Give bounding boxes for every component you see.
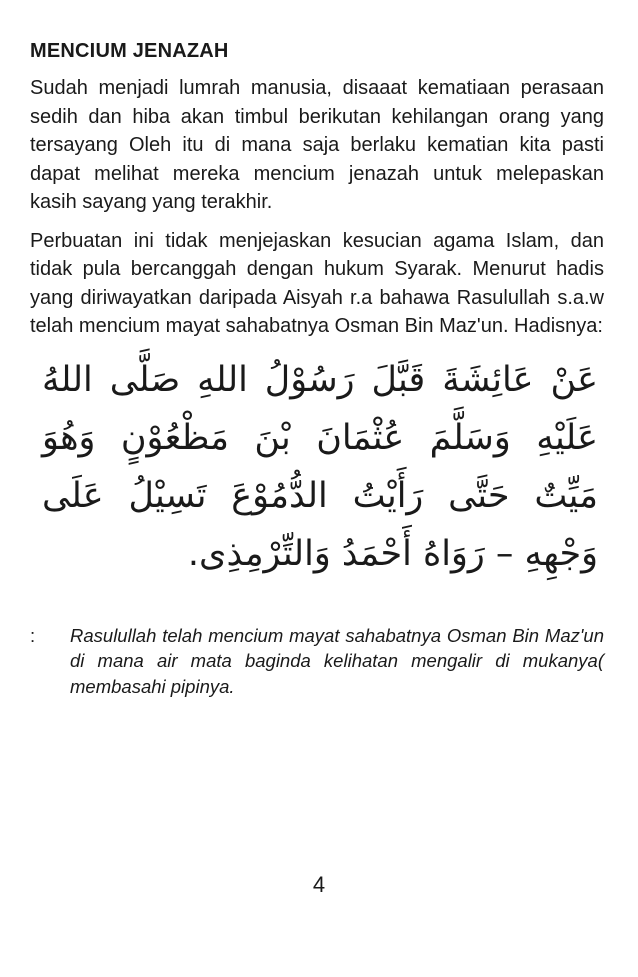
- paragraph-intro: Sudah menjadi lumrah manusia, disaaat kematiaan perasaan sedih dan hiba akan timbul berikutan kehilangan orang yang tersayang Oleh itu di mana saja berlaku kematian kita pasti dapat melihat mereka mencium jenazah untuk melepaskan kasih sayang yang terakhir.: [30, 77, 604, 213]
- page-number: 4: [312, 872, 326, 897]
- hadith-arabic-text: عَنْ عَائِشَةَ قَبَّلَ رَسُوْلُ اللهِ صَلَّى اللهُ عَلَيْهِ وَسَلَّمَ عُثْمَانَ بْنَ مَظْعُوْنٍ وَهُوَ مَيِّتٌ حَتَّى رَأَيْتُ الدُّمُوْعَ تَسِيْلُ عَلَى وَجْهِهِ – رَوَاهُ أَحْمَدُ وَالتِّرْمِذِى.: [42, 359, 598, 574]
- hadith-translation: [30, 623, 604, 700]
- translation-text: Rasulullah telah mencium mayat sahabatnya Osman Bin Maz'un di mana air mata baginda kelihatan mengalir di mukanya( membasahi pipinya.: [70, 624, 604, 697]
- page-content: [30, 38, 604, 699]
- translation-marker: :: [30, 624, 36, 646]
- page-title: MENCIUM JENAZAH: [30, 40, 229, 62]
- paragraph-hadith-context: Perbuatan ini tidak menjejaskan kesucian agama Islam, dan tidak pula bercanggah dengan hukum Syarak. Menurut hadis yang diriwayatkan daripada Aisyah r.a bahawa Rasulullah s.a.w telah mencium mayat sahabatnya Osman Bin Maz'un. Hadisnya:: [30, 229, 604, 337]
